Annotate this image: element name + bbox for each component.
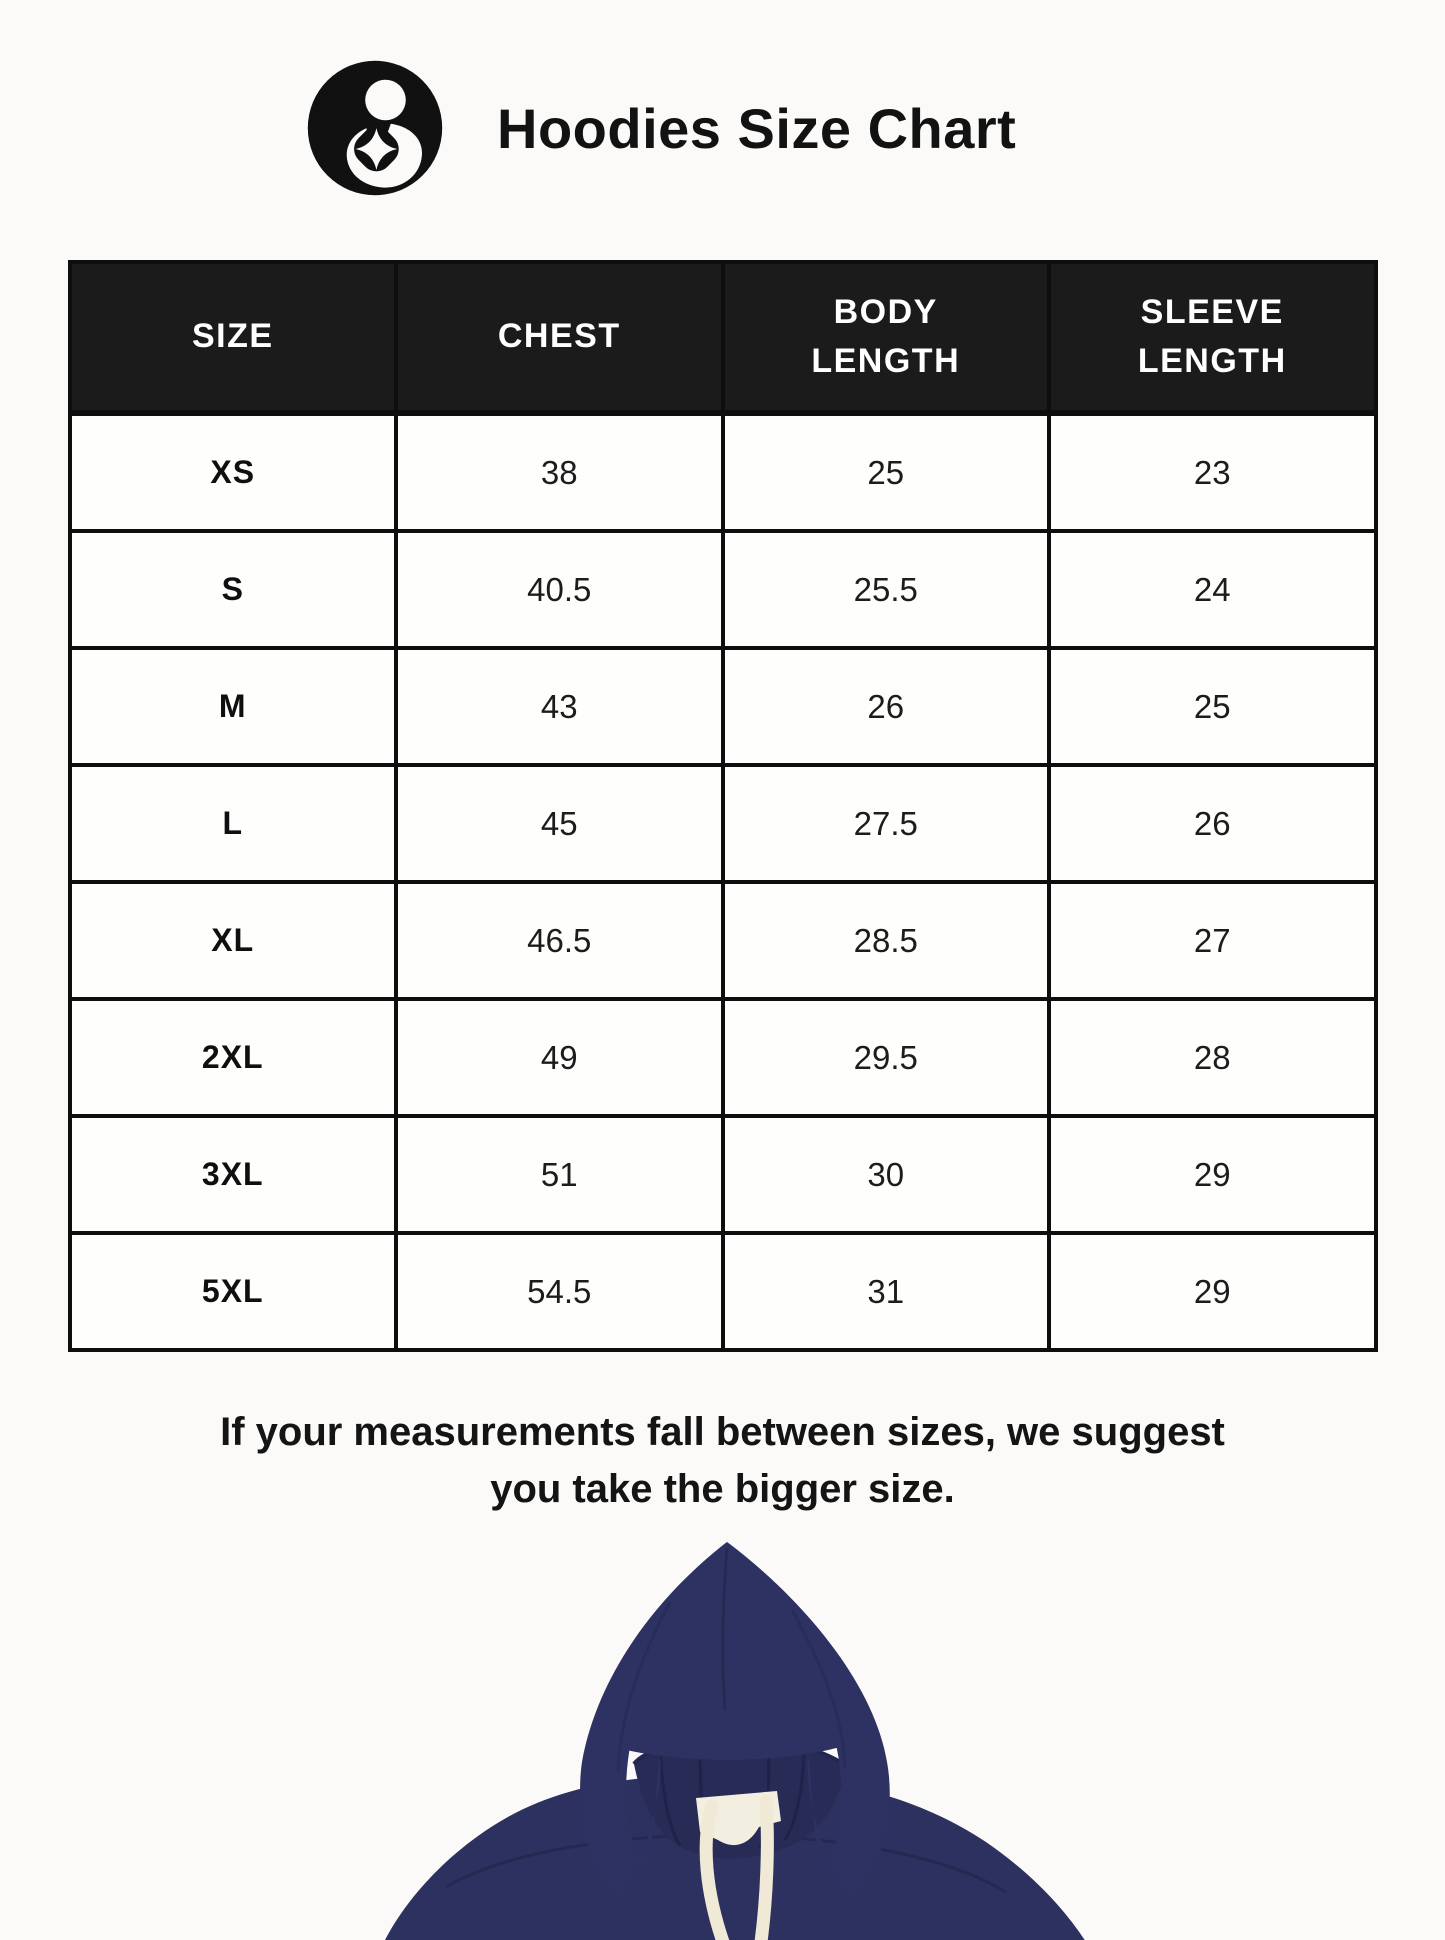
table-row — [70, 765, 1376, 882]
brand-header — [0, 0, 1445, 198]
hoodie-product-image — [298, 1540, 1148, 1940]
sleeve-length-cell: 29 — [1049, 1116, 1376, 1233]
sleeve-length-cell: 29 — [1049, 1233, 1376, 1350]
size-cell: L — [70, 765, 397, 882]
chest-cell: 49 — [396, 999, 723, 1116]
size-cell: S — [70, 531, 397, 648]
chest-cell: 38 — [396, 413, 723, 531]
table-row — [70, 999, 1376, 1116]
size-cell: XS — [70, 413, 397, 531]
page-title: Hoodies Size Chart — [497, 96, 1017, 160]
body-length-cell: 29.5 — [723, 999, 1050, 1116]
size-cell: 3XL — [70, 1116, 397, 1233]
sleeve-length-cell: 25 — [1049, 648, 1376, 765]
sleeve-length-cell: 26 — [1049, 765, 1376, 882]
hoodies-size-table — [68, 260, 1378, 1352]
table-row — [70, 648, 1376, 765]
column-header-size: SIZE — [70, 262, 397, 413]
column-header-body-length: BODY LENGTH — [723, 262, 1050, 413]
chest-cell: 45 — [396, 765, 723, 882]
table-row — [70, 882, 1376, 999]
body-length-cell: 30 — [723, 1116, 1050, 1233]
table-row — [70, 413, 1376, 531]
mother-and-baby-logo-icon — [305, 58, 445, 198]
body-length-cell: 27.5 — [723, 765, 1050, 882]
chest-cell: 46.5 — [396, 882, 723, 999]
chest-cell: 40.5 — [396, 531, 723, 648]
body-length-cell: 28.5 — [723, 882, 1050, 999]
size-cell: XL — [70, 882, 397, 999]
size-cell: 5XL — [70, 1233, 397, 1350]
table-row — [70, 531, 1376, 648]
sleeve-length-cell: 28 — [1049, 999, 1376, 1116]
body-length-cell: 25.5 — [723, 531, 1050, 648]
body-length-cell: 31 — [723, 1233, 1050, 1350]
chest-cell: 43 — [396, 648, 723, 765]
sleeve-length-cell: 27 — [1049, 882, 1376, 999]
sizing-note: If your measurements fall between sizes, we suggest you take the bigger size. — [220, 1410, 1225, 1511]
table-row — [70, 1116, 1376, 1233]
chest-cell: 51 — [396, 1116, 723, 1233]
chest-cell: 54.5 — [396, 1233, 723, 1350]
table-header-row — [70, 262, 1376, 413]
sleeve-length-cell: 23 — [1049, 413, 1376, 531]
column-header-sleeve-length: SLEEVE LENGTH — [1049, 262, 1376, 413]
table-row — [70, 1233, 1376, 1350]
column-header-chest: CHEST — [396, 262, 723, 413]
body-length-cell: 26 — [723, 648, 1050, 765]
size-cell: M — [70, 648, 397, 765]
sleeve-length-cell: 24 — [1049, 531, 1376, 648]
size-cell: 2XL — [70, 999, 397, 1116]
body-length-cell: 25 — [723, 413, 1050, 531]
